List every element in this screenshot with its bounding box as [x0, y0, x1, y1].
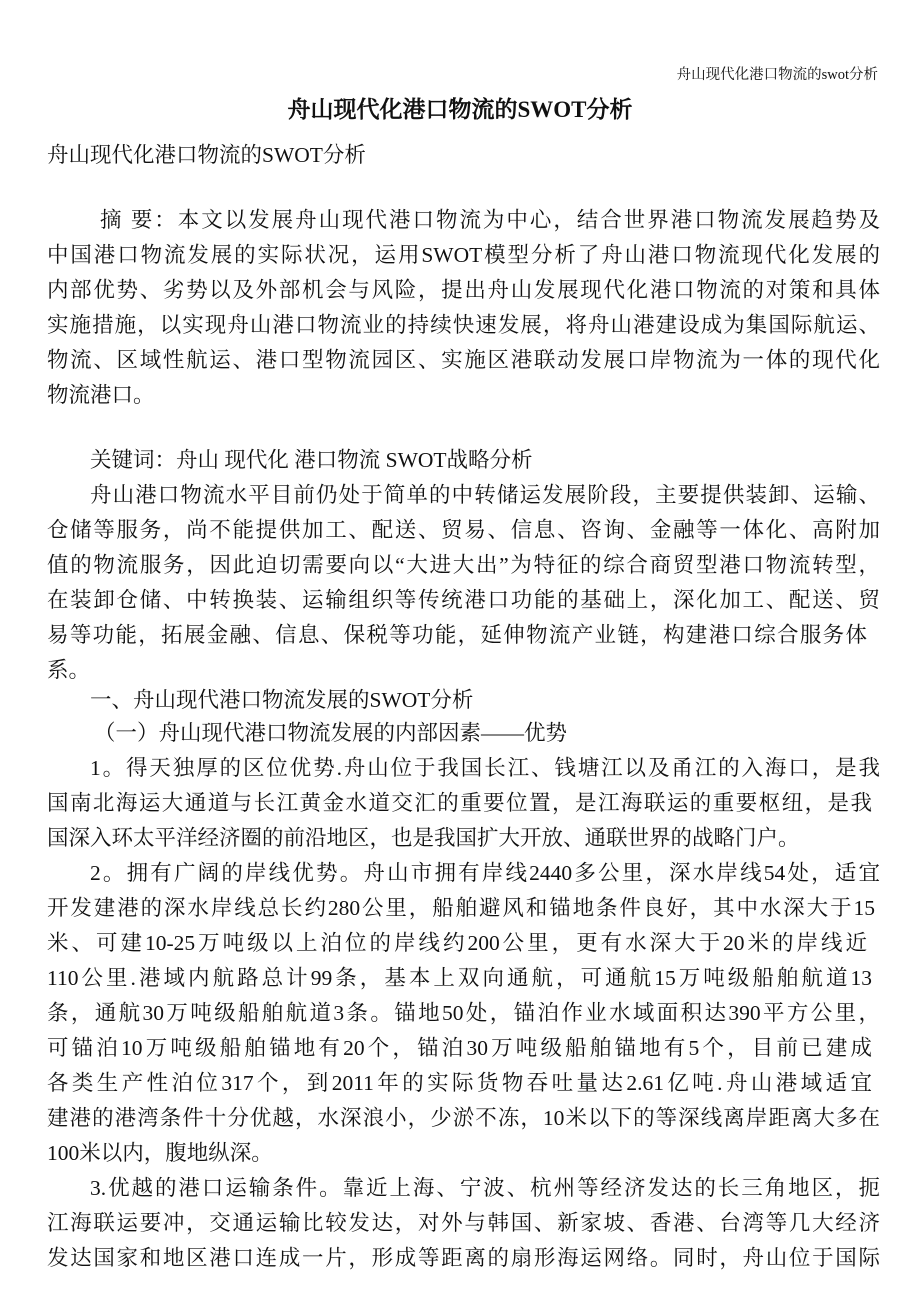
paragraph-line: 值的物流服务，因此迫切需要向以“大进大出”为特征的综合商贸型港口物流转型， — [47, 553, 880, 577]
keywords: 关键词：舟山 现代化 港口物流 SWOT战略分析 — [90, 448, 533, 472]
paragraph-line: 江海联运要冲，交通运输比较发达，对外与韩国、新家坡、香港、台湾等几大经济 — [47, 1211, 880, 1235]
paragraph-line: 各类生产性泊位317个，到2011年的实际货物吞吐量达2.61亿吨.舟山港域适宜 — [47, 1071, 872, 1095]
paragraph-line: 国深入环太平洋经济圈的前沿地区，也是我国扩大开放、通联世界的战略门户。 — [47, 826, 800, 850]
paragraph-line: 110公里.港域内航路总计99条，基本上双向通航，可通航15万吨级船舶航道13 — [47, 966, 872, 990]
paragraph-line: 可锚泊10万吨级船舶锚地有20个，锚泊30万吨级船舶锚地有5个，目前已建成 — [47, 1036, 872, 1060]
paragraph-line: 仓储等服务，尚不能提供加工、配送、贸易、信息、咨询、金融等一体化、高附加 — [47, 518, 880, 542]
abstract-line: 实施措施，以实现舟山港口物流业的持续快速发展，将舟山港建设成为集国际航运、 — [47, 313, 880, 337]
paragraph-line: 发达国家和地区港口连成一片，形成等距离的扇形海运网络。同时，舟山位于国际 — [47, 1246, 880, 1270]
paragraph-line: 在装卸仓储、中转换装、运输组织等传统港口功能的基础上，深化加工、配送、贸 — [47, 588, 880, 612]
paragraph-line: 2。拥有广阔的岸线优势。舟山市拥有岸线2440多公里，深水岸线54处，适宜 — [90, 861, 880, 885]
abstract-line: 摘 要：本文以发展舟山现代港口物流为中心，结合世界港口物流发展趋势及 — [100, 208, 880, 232]
paragraph-line: 易等功能，拓展金融、信息、保税等功能，延伸物流产业链，构建港口综合服务体 — [47, 623, 867, 647]
abstract-line: 物流港口。 — [47, 383, 155, 407]
paragraph-line: 系。 — [47, 658, 91, 682]
paragraph-line: 米、可建10-25万吨级以上泊位的岸线约200公里，更有水深大于20米的岸线近 — [47, 931, 867, 955]
section-heading: 一、舟山现代港口物流发展的SWOT分析 — [90, 688, 474, 712]
paragraph-line: 条，通航30万吨级船舶航道3条。锚地50处，锚泊作业水域面积达390平方公里， — [47, 1001, 880, 1025]
abstract-line: 内部优势、劣势以及外部机会与风险，提出舟山发展现代化港口物流的对策和具体 — [47, 278, 880, 302]
running-header: 舟山现代化港口物流的swot分析 — [676, 67, 878, 83]
paragraph-line: 100米以内，腹地纵深。 — [47, 1141, 273, 1165]
paragraph-line: 1。得天独厚的区位优势.舟山位于我国长江、钱塘江以及甬江的入海口，是我 — [90, 756, 880, 780]
abstract-line: 中国港口物流发展的实际状况，运用SWOT模型分析了舟山港口物流现代化发展的 — [47, 243, 880, 267]
document-title: 舟山现代化港口物流的SWOT分析 — [287, 97, 633, 122]
document-subtitle: 舟山现代化港口物流的SWOT分析 — [47, 143, 366, 167]
paragraph-line: 舟山港口物流水平目前仍处于简单的中转储运发展阶段，主要提供装卸、运输、 — [90, 483, 880, 507]
abstract-line: 物流、区域性航运、港口型物流园区、实施区港联动发展口岸物流为一体的现代化 — [47, 348, 880, 372]
paragraph-line: 国南北海运大通道与长江黄金水道交汇的重要位置，是江海联运的重要枢纽，是我 — [47, 791, 872, 815]
paragraph-line: 开发建港的深水岸线总长约280公里，船舶避风和锚地条件良好，其中水深大于15 — [47, 896, 875, 920]
paragraph-line: 3.优越的港口运输条件。靠近上海、宁波、杭州等经济发达的长三角地区，扼 — [90, 1176, 880, 1200]
subsection-heading: （一）舟山现代港口物流发展的内部因素——优势 — [94, 721, 568, 745]
paragraph-line: 建港的港湾条件十分优越，水深浪小，少淤不冻，10米以下的等深线离岸距离大多在 — [47, 1106, 880, 1130]
